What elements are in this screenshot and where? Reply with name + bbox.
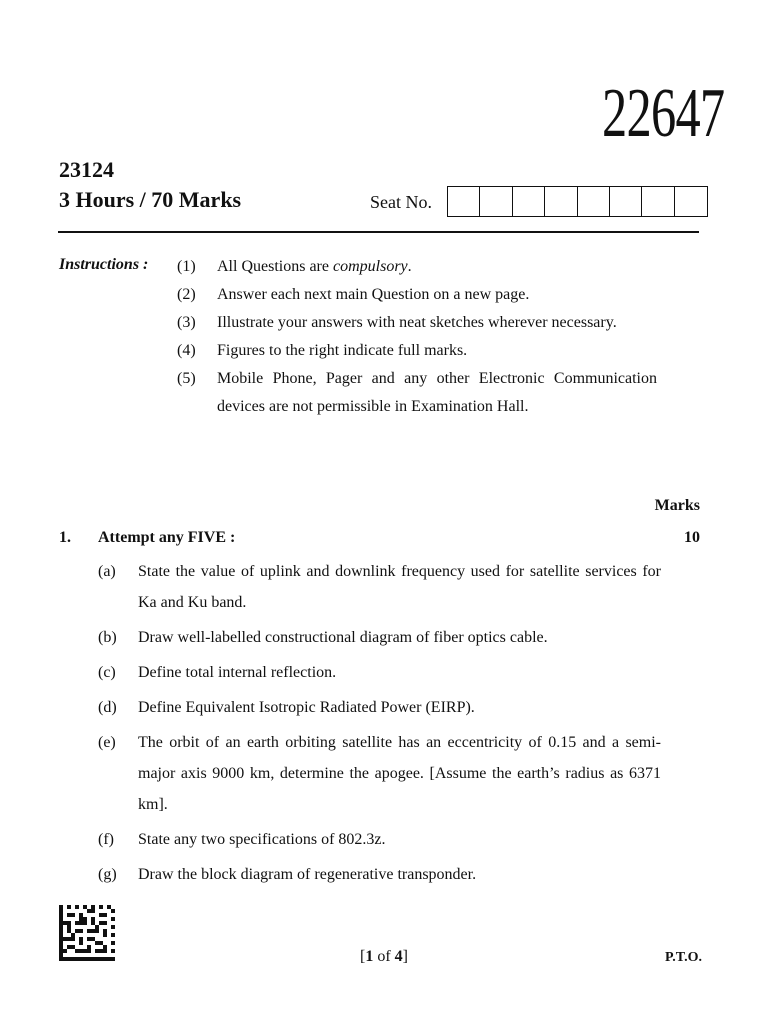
header-divider: [58, 231, 699, 233]
sub-question: [98, 622, 661, 653]
sub-question-text: Define total internal reflection.: [138, 664, 337, 681]
sub-question-text: State the value of uplink and downlink frequency used for satellite services for Ka and Ku band.: [138, 563, 661, 611]
instructions-title: Instructions :: [59, 256, 149, 273]
question-marks: 10: [684, 529, 700, 546]
instruction-emphasis: compulsory: [332, 258, 408, 275]
seat-number-box: [513, 187, 545, 216]
sub-question-text: Draw the block diagram of regenerative transponder.: [138, 866, 477, 883]
instruction-text: Mobile Phone, Pager and any other Electronic Communication devices are not permissible in Examination Hall.: [217, 370, 657, 415]
seat-number-box: [480, 187, 512, 216]
instruction-number: (4): [177, 342, 196, 359]
sub-question: [98, 556, 661, 618]
instruction-item: [177, 253, 657, 281]
seat-number-box: [642, 187, 674, 216]
page-current: 1: [365, 948, 374, 965]
seat-number-label: Seat No.: [370, 192, 432, 212]
seat-number-boxes: [447, 186, 708, 217]
seat-number-box: [675, 187, 707, 216]
subject-code: 23124: [59, 157, 114, 182]
instruction-text: Answer each next main Question on a new page.: [217, 286, 530, 303]
sub-question: [98, 692, 661, 723]
sub-question: [98, 657, 661, 688]
instructions-list: [177, 253, 657, 421]
sub-question: [98, 727, 661, 820]
instruction-text-part: All Questions are: [217, 258, 333, 275]
instruction-text: Illustrate your answers with neat sketches wherever necessary.: [217, 314, 617, 331]
sub-question-text: Draw well-labelled constructional diagram of fiber optics cable.: [138, 629, 548, 646]
sub-question-label: (g): [98, 866, 117, 883]
please-turn-over: P.T.O.: [665, 950, 702, 965]
sub-question: [98, 824, 661, 855]
sub-question-text: Define Equivalent Isotropic Radiated Power (EIRP).: [138, 699, 475, 716]
instruction-item: [177, 309, 657, 337]
sub-question: [98, 859, 661, 890]
question-title: Attempt any FIVE :: [98, 529, 236, 546]
question-number: 1.: [59, 529, 71, 546]
instruction-number: (3): [177, 314, 196, 331]
page-indicator: [1 of 4]: [360, 948, 408, 965]
seat-number-box: [578, 187, 610, 216]
instruction-item: [177, 337, 657, 365]
instruction-text: [217, 253, 657, 281]
instruction-item: [177, 365, 657, 421]
sub-question-label: (b): [98, 629, 117, 646]
seat-number-box: [610, 187, 642, 216]
paper-code: 22647: [602, 75, 725, 152]
seat-number-box: [448, 187, 480, 216]
instruction-number: (1): [177, 258, 196, 275]
seat-number-box: [545, 187, 577, 216]
sub-question-text: State any two specifications of 802.3z.: [138, 831, 386, 848]
sub-question-label: (f): [98, 831, 114, 848]
sub-question-text: The orbit of an earth orbiting satellite has an eccentricity of 0.15 and a semi-major axis 9000 km, determine the apogee. [Assume the earth’s radius as 6371 km].: [138, 734, 661, 813]
page-total: 4: [394, 948, 403, 965]
sub-question-list: [98, 556, 661, 894]
page-of: of: [377, 948, 391, 965]
sub-question-label: (e): [98, 734, 116, 751]
marks-column-header: Marks: [654, 497, 700, 514]
sub-question-label: (a): [98, 563, 116, 580]
instruction-text: Figures to the right indicate full marks.: [217, 342, 468, 359]
sub-question-label: (d): [98, 699, 117, 716]
exam-duration-marks: 3 Hours / 70 Marks: [59, 187, 242, 212]
instruction-text-part: .: [407, 258, 412, 275]
instruction-number: (2): [177, 286, 196, 303]
sub-question-label: (c): [98, 664, 116, 681]
instruction-item: [177, 281, 657, 309]
qr-code-icon: [59, 905, 115, 961]
instruction-number: (5): [177, 370, 196, 387]
